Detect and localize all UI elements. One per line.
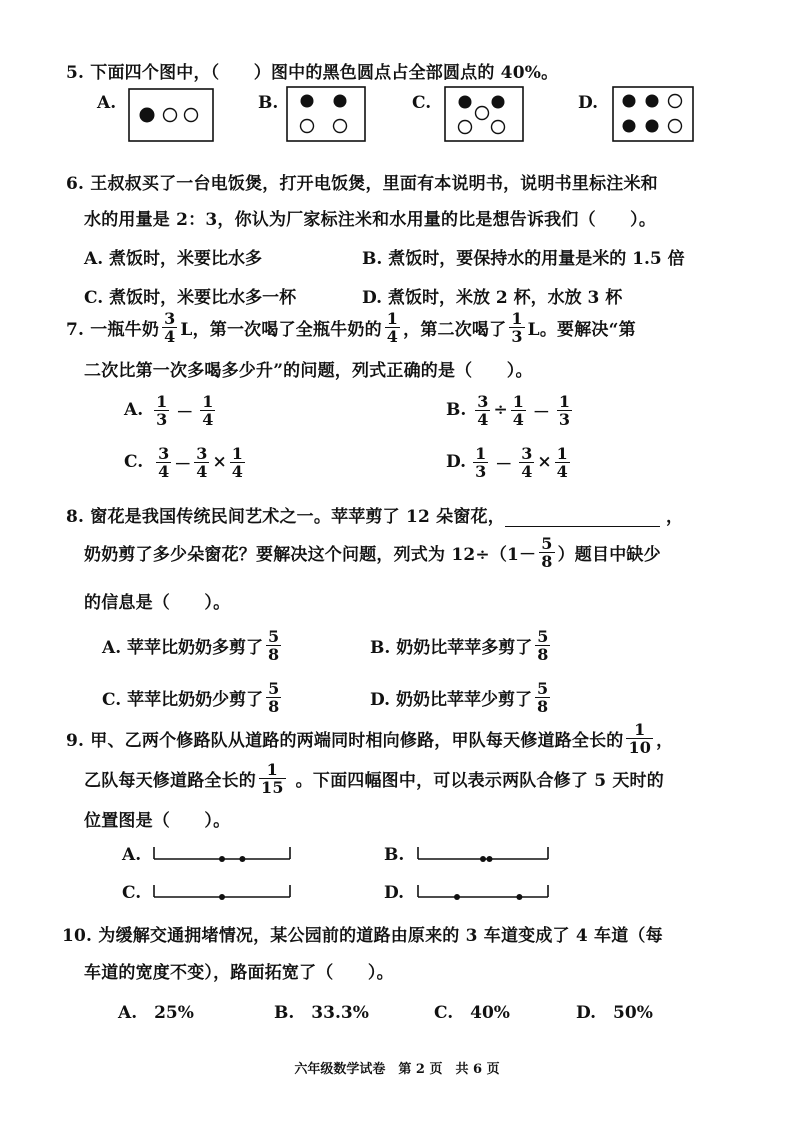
position-dot	[219, 894, 225, 900]
q8-option-d[interactable]	[370, 676, 553, 718]
denominator: 8	[541, 551, 553, 571]
q5-option-d-label[interactable]: D.	[578, 93, 599, 113]
q5-stem: 5. 下面四个图中，（ ）图中的黑色圆点占全部圆点的 40%。	[66, 63, 559, 83]
denominator: 4	[556, 461, 568, 481]
option-text: A. 苹苹比奶奶多剪了	[102, 637, 264, 658]
numerator: 1	[202, 391, 214, 411]
numerator: 5	[268, 626, 280, 646]
q9-line-1	[66, 716, 673, 760]
fraction	[200, 393, 215, 428]
q9-line-2	[84, 756, 664, 800]
q9-text-2: 乙队每天修道路全长的	[84, 770, 256, 791]
fraction	[555, 445, 570, 480]
q6-option-c[interactable]: C. 煮饭时，米要比水多一杯	[84, 288, 297, 308]
q9-option-b-label[interactable]: B.	[384, 845, 405, 865]
q8-option-b[interactable]	[370, 624, 553, 666]
fraction	[266, 680, 281, 715]
q7-line-2: 二次比第一次多喝多少升”的问题，列式正确的是（ ）。	[84, 361, 533, 381]
fraction	[156, 445, 171, 480]
numerator: 1	[511, 308, 523, 328]
white-dot	[476, 107, 489, 120]
numerator: 1	[231, 443, 243, 463]
denominator: 3	[511, 326, 523, 346]
numerator: 1	[512, 391, 524, 411]
white-dot	[669, 120, 682, 133]
fraction	[266, 628, 281, 663]
q9-fraction-yi	[259, 761, 286, 796]
q6-option-a[interactable]: A. 煮饭时，米要比水多	[84, 249, 263, 269]
q7-option-b[interactable]	[446, 390, 575, 430]
minus-sign: －	[174, 454, 192, 475]
fraction	[194, 445, 209, 480]
option-text: D. 奶奶比苹苹少剪了	[370, 689, 532, 710]
q9-road-diagram-b	[416, 845, 550, 863]
multiply-sign: ×	[537, 452, 552, 472]
position-dot	[239, 856, 245, 862]
q6-line-2: 水的用量是 2：3，你认为厂家标注米和水用量的比是想告诉我们（ ）。	[84, 210, 657, 230]
q8-text-2: 奶奶剪了多少朵窗花？要解决这个问题，列式为 12÷（1－	[84, 544, 537, 565]
numerator: 5	[536, 678, 549, 698]
q9-road-diagram-c	[152, 883, 292, 901]
q8-line-3: 的信息是（ ）。	[84, 593, 231, 613]
q7-option-d[interactable]	[446, 442, 573, 482]
q9-text-3: 。下面四幅图中，可以表示两队合修了 5 天时的	[295, 770, 664, 791]
fraction	[557, 393, 572, 428]
black-dot	[301, 95, 314, 108]
black-dot	[646, 95, 659, 108]
q8-line-2	[84, 530, 661, 574]
q10-line-2: 车道的宽度不变），路面拓宽了（ ）。	[84, 963, 394, 983]
q9-line-3: 位置图是（ ）。	[84, 811, 231, 831]
q5-option-a-label[interactable]: A.	[97, 93, 117, 113]
q5-figure-c	[444, 86, 524, 142]
option-label: A.	[124, 400, 144, 420]
fraction	[473, 445, 488, 480]
numerator: 5	[537, 626, 549, 646]
denominator: 3	[156, 409, 168, 429]
q8-line-1	[66, 502, 683, 527]
q7-line-1	[66, 307, 636, 347]
q5-figure-d	[612, 86, 694, 142]
numerator: 3	[164, 308, 176, 328]
q9-road-diagram-d	[416, 883, 550, 901]
option-label: B.	[446, 400, 467, 420]
q5-figure-a	[128, 88, 214, 142]
position-dot	[480, 856, 486, 862]
numerator: 3	[521, 443, 533, 463]
denominator: 8	[536, 696, 549, 716]
numerator: 1	[556, 443, 568, 463]
q7-text-3: ，第二次喝了	[403, 319, 507, 340]
multiply-sign: ×	[212, 452, 227, 472]
denominator: 8	[268, 696, 280, 716]
denominator: 8	[537, 644, 549, 664]
q7-text-2: L，第一次喝了全瓶牛奶的	[180, 319, 382, 340]
denominator: 3	[475, 461, 487, 481]
q9-road-diagram-a	[152, 845, 292, 863]
black-dot	[459, 96, 472, 109]
option-label: D.	[446, 452, 467, 472]
numerator: 1	[156, 391, 168, 411]
q10-option-a[interactable]: A. 25%	[118, 1003, 194, 1023]
q6-line-1: 6. 王叔叔买了一台电饭煲，打开电饭煲，里面有本说明书，说明书里标注米和	[66, 174, 658, 194]
fraction	[519, 445, 534, 480]
denominator: 4	[196, 461, 208, 481]
q5-option-c-label[interactable]: C.	[412, 93, 432, 113]
white-dot	[164, 109, 177, 122]
numerator: 1	[634, 719, 646, 739]
q8-option-c[interactable]	[102, 676, 284, 718]
fraction	[475, 393, 490, 428]
denominator: 4	[512, 409, 524, 429]
white-dot	[301, 120, 314, 133]
denominator: 4	[477, 409, 489, 429]
q7-fraction-second	[509, 310, 524, 345]
q9-option-c-label[interactable]: C.	[122, 883, 142, 903]
numerator: 3	[196, 443, 208, 463]
denominator: 8	[268, 644, 280, 664]
position-dot	[487, 856, 493, 862]
black-dot	[623, 95, 636, 108]
q10-option-c[interactable]: C. 40%	[434, 1003, 510, 1023]
fraction	[154, 393, 169, 428]
fraction	[535, 628, 550, 663]
option-label: C.	[124, 452, 144, 472]
white-dot	[185, 109, 198, 122]
white-dot	[459, 121, 472, 134]
q7-text-4: L。要解决“第	[527, 319, 636, 340]
q8-answer-blank[interactable]	[505, 510, 660, 527]
denominator: 4	[386, 326, 399, 346]
denominator: 4	[231, 461, 243, 481]
q9-fraction-jia	[626, 721, 653, 756]
denominator: 4	[158, 461, 170, 481]
q7-fraction-first	[385, 310, 400, 345]
minus-sign: －	[532, 402, 550, 423]
denominator: 4	[164, 326, 176, 346]
numerator: 3	[477, 391, 489, 411]
white-dot	[492, 121, 505, 134]
numerator: 5	[268, 678, 280, 698]
q8-text-1: 8. 窗花是我国传统民间艺术之一。苹苹剪了 12 朵窗花，	[66, 507, 505, 527]
q5-option-b-label[interactable]: B.	[258, 93, 279, 113]
option-text: C. 苹苹比奶奶少剪了	[102, 689, 264, 710]
q8-text-3: ）题目中缺少	[557, 544, 661, 565]
numerator: 5	[541, 533, 553, 553]
q10-option-b[interactable]: B. 33.3%	[274, 1003, 369, 1023]
numerator: 1	[386, 308, 399, 328]
q9-option-a-label[interactable]: A.	[122, 845, 142, 865]
q5-figure-b	[286, 86, 366, 142]
black-dot	[334, 95, 347, 108]
q10-option-d[interactable]: D. 50%	[576, 1003, 653, 1023]
q9-option-d-label[interactable]: D.	[384, 883, 405, 903]
minus-sign: －	[495, 454, 513, 475]
numerator: 3	[158, 443, 170, 463]
q8-comma: ，	[665, 507, 684, 527]
q6-option-b[interactable]: B. 煮饭时，要保持水的用量是米的 1.5 倍	[362, 249, 685, 269]
q6-option-d[interactable]: D. 煮饭时，米放 2 杯，水放 3 杯	[362, 288, 623, 308]
position-dot	[516, 894, 522, 900]
q7-option-c[interactable]	[124, 442, 248, 482]
black-dot	[492, 96, 505, 109]
white-dot	[334, 120, 347, 133]
option-text: B. 奶奶比苹苹多剪了	[370, 637, 533, 658]
division-sign: ÷	[493, 400, 508, 420]
denominator: 10	[628, 737, 652, 757]
fraction	[230, 445, 245, 480]
page-footer: 六年级数学试卷 第 2 页 共 6 页	[294, 1062, 500, 1077]
white-dot	[669, 95, 682, 108]
black-dot	[646, 120, 659, 133]
denominator: 15	[261, 777, 284, 797]
position-dot	[219, 856, 225, 862]
q7-text-1: 7. 一瓶牛奶	[66, 319, 160, 340]
black-dot	[623, 120, 636, 133]
numerator: 1	[558, 391, 570, 411]
q10-line-1: 10. 为缓解交通拥堵情况，某公园前的道路由原来的 3 车道变成了 4 车道（每	[62, 926, 663, 946]
denominator: 4	[521, 461, 533, 481]
fraction	[535, 680, 550, 715]
q7-fraction-milk	[162, 310, 177, 345]
q9-comma: ，	[656, 730, 674, 751]
q8-fraction	[539, 535, 554, 570]
numerator: 1	[475, 443, 487, 463]
position-dot	[454, 894, 460, 900]
denominator: 3	[558, 409, 570, 429]
q8-option-a[interactable]	[102, 624, 284, 666]
black-dot	[140, 108, 154, 122]
q7-option-a[interactable]	[124, 390, 218, 430]
q9-text-1: 9. 甲、乙两个修路队从道路的两端同时相向修路，甲队每天修道路全长的	[66, 730, 624, 751]
denominator: 4	[202, 409, 214, 429]
numerator: 1	[266, 759, 278, 779]
minus-sign: －	[176, 402, 194, 423]
fraction	[511, 393, 526, 428]
